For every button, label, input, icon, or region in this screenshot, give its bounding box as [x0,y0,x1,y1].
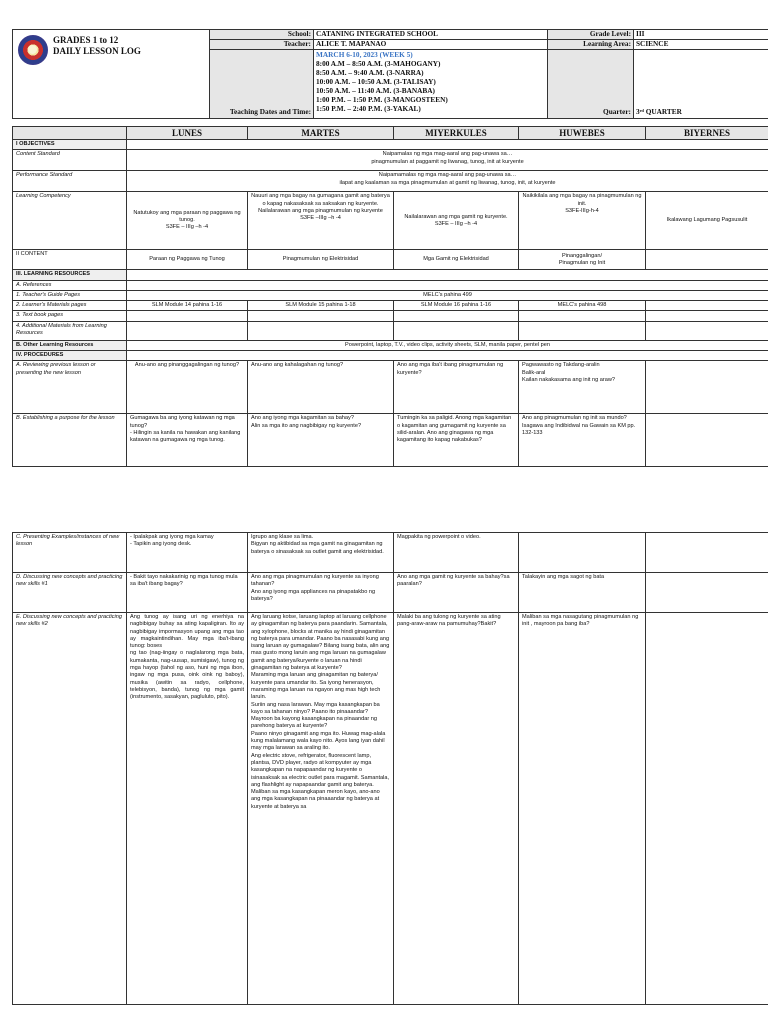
proc-a-cell: Ano ang mga iba't ibang pinagmumulan ng kuryente? [394,361,519,414]
proc-d-cell: - Bakit tayo nakakarinig ng mga tunog mula sa iba't ibang bagay? [127,573,248,613]
row-label-teachers-guide: 1. Teacher's Guide Pages [13,290,127,300]
content-cell: Pinanggalingan/ Pinagmulan ng Init [519,250,646,270]
quarter-value: 3ʳᵈ QUARTER [634,50,768,119]
header-table [12,29,768,119]
week-label: MARCH 6-10, 2023 (WEEK 5) [316,50,413,59]
row-label-proc-c: C. Presenting Examples/instances of new lesson [13,533,127,573]
day-header: MARTES [248,127,394,140]
section-procedures: IV. PROCEDURES [13,351,127,361]
day-header: BIYERNES [646,127,768,140]
content-cell [646,250,768,270]
proc-c-cell: Magpakita ng powerpoint o video. [394,533,519,573]
row-label-proc-d: D. Discussing new concepts and practicing new skills #1 [13,573,127,613]
content-cell: Mga Gamit ng Elektrisidad [394,250,519,270]
row-label-content-standard: Content Standard [13,150,127,171]
time-slot: 8:50 A.M. – 9:40 A.M. (3-NARRA) [316,68,424,77]
row-label-proc-b: B. Establishing a purpose for the lesson [13,414,127,467]
lm-cell: SLM Module 15 pahina 1-18 [248,301,394,311]
time-slot: 8:00 A.M – 8:50 A.M. (3-MAHOGANY) [316,59,441,68]
learning-area-label: Learning Area: [548,40,634,50]
proc-e-cell: Malaki ba ang tulong ng kuryente sa ating pang-araw-araw na pamumuhay?Bakit? [394,613,519,1005]
row-label-proc-a: A. Reviewing previous lesson or presenting the new lesson [13,361,127,414]
lc-cell: Naikikilala ang mga bagay na pinagmumulan ng init. S3FE-IIIg-h-4 [519,192,646,250]
row-label-learners-materials: 2. Learner's Materials pages [13,301,127,311]
proc-a-cell: Pagwawasto ng Takdang-aralin Balik-aral Kailan nakakasama ang init ng araw? [519,361,646,414]
lm-cell: MELC's pahina 498 [519,301,646,311]
teacher-label: Teacher: [210,40,314,50]
proc-d-cell: Talakayin ang mga sagot ng bata [519,573,646,613]
day-header: LUNES [127,127,248,140]
teachers-guide-value: MELC's pahina 499 [127,290,768,300]
lesson-log-table-page1 [12,126,768,467]
proc-e-cell: Ang laruang kotse, laruang laptop at laruang cellphone ay ginagamitan ng baterya para paandarin. Samantala, ang xylophone, blocks at manika ay hindi ginagamitan ng baterya para umandar. Paano ba nasasabi kung ang isang laruan ay gumagalaw? Bilang isang bata, alin ang mas gusto mong laruin ang mga laruan na gumagalaw gamit ang baterya/kuryente o laruan na hindi ginagamitan ng baterya at kuryente? Maraming mga laruan ang ginagamitan ng baterya/ kuryente para umandar ito. Sa iyong henerasyon, maraming mga laruan na ngayon ang mas high tech laruin. Suriin ang nasa larawan. May mga kasangkapan ba kayo sa tahanan ninyo? Paano ito pinaaandar? Mayroon ba kayong kasangkapan na pinaandar ng parehong baterya at kuryente? Paano ninyo ginagamit ang mga ito. Huwag mag-alala kung malalamang wala kayo nito. Ayos lang iyan dahil may mga larawan sa araling ito. Ang electric stove, refrigerator, fluorescent lamp, plantsa, DVD player, radyo at kompyuter ay mga kasangkapan na napapaandar ng kuryente o isinasaksak sa electric outlet para magamit. Samantala, ang flashlight ay napapaandar gamit ang baterya. Maliban sa mga kasangkapan meron kayo, ano-ano ang mga kasangkapan na pinaaandar ng baterya at kuryente at baterya sa [248,613,394,1005]
lm-cell: SLM Module 16 pahina 1-16 [394,301,519,311]
proc-e-cell: Maliban sa mga nasagutang pinagmumulan ng init , mayroon pa bang iba? [519,613,646,1005]
lm-cell [646,301,768,311]
row-label-performance-standard: Performance Standard [13,171,127,192]
section-objectives: I OBJECTIVES [13,140,127,150]
proc-a-cell [646,361,768,414]
content-standard-text: Naipamalas ng mga mag-aaral ang pag-unawa sa… pinagmumulan at paggamit ng liwanag, tunog, init at kuryente [127,150,768,171]
proc-c-cell [646,533,768,573]
proc-b-cell: Tumingin ka sa paligid. Anong mga kagamitan o kagamitan ang gumagamit ng kuryente sa silid-aralan. Ano ang ginagawa ng mga kagamitang ito kapag nakabukas? [394,414,519,467]
proc-c-cell [519,533,646,573]
section-content: II CONTENT [13,250,127,270]
proc-b-cell [646,414,768,467]
proc-b-cell: Ano ang iyong mga kagamitan sa bahay? Alin sa mga ito ang nagbibigay ng kuryente? [248,414,394,467]
proc-b-cell: Gumagawa ba ang iyong katawan ng mga tunog? - Hilingin sa kanila na hawakan ang kanilang katawan na gumagawa ng mga tunog. [127,414,248,467]
learning-area-value: SCIENCE [634,40,768,50]
school-value: CATANING INTEGRATED SCHOOL [314,30,548,40]
other-resources-value: Powerpoint, laptop, T.V., video clips, activity sheets, SLM, manila paper, pentel pen [127,340,768,350]
lc-cell: Nailalarawan ang mga gamit ng kuryente. S3FE – IIIg –h -4 [394,192,519,250]
corner-cell [13,127,127,140]
row-label-additional-materials: 4. Additional Materials from Learning Resources [13,321,127,340]
proc-b-cell: Ano ang pinagmumulan ng init sa mundo? Isagawa ang Indibidwal na Gawain sa KM pp. 132-133 [519,414,646,467]
lc-cell: Nauuri ang mga bagay na gumagana gamit ang baterya o kapag nakasaksak sa saksakan ng kuryente. Nailalarawan ang mga pinagmumulan ng kuryente S3FE –IIIg –h -4 [248,192,394,250]
header-logo-cell [13,30,210,119]
quarter-label: Quarter: [548,50,634,119]
proc-a-cell: Anu-ano ang pinanggagalingan ng tunog? [127,361,248,414]
header-title-line1: GRADES 1 to 12 [53,35,119,45]
proc-d-cell [646,573,768,613]
time-slot: 10:00 A.M. – 10:50 A.M. (3-TALISAY) [316,77,436,86]
lesson-log-table-page2 [12,532,768,1005]
proc-c-cell: - Ipalakpak ang iyong mga kamay - Tapikin ang iyong desk. [127,533,248,573]
content-cell: Pinagmumulan ng Elektrisidad [248,250,394,270]
day-header: HUWEBES [519,127,646,140]
school-label: School: [210,30,314,40]
section-learning-resources: III. LEARNING RESOURCES [13,270,127,280]
header-title-line2: DAILY LESSON LOG [53,46,141,56]
proc-a-cell: Anu-ano ang kahalagahan ng tunog? [248,361,394,414]
row-label-references: A. References [13,280,127,290]
teaching-dates-value [314,50,548,119]
grade-level-value: III [634,30,768,40]
proc-c-cell: Igrupo ang klase sa lima. Bigyan ng aktibidad sa mga gamit na ginagamitan ng baterya o sinasaksak sa outlet gamit ang elektrisidad. [248,533,394,573]
lm-cell: SLM Module 14 pahina 1-16 [127,301,248,311]
proc-d-cell: Ano ang mga gamit ng kuryente sa bahay?sa paaralan? [394,573,519,613]
teacher-value: ALICE T. MAPANAO [314,40,548,50]
time-slot: 1:00 P.M. – 1:50 P.M. (3-MANGOSTEEN) [316,95,448,104]
proc-d-cell: Ano ang mga pinagmumulan ng kuryente sa inyong tahanan? Ano ang iyong mga appliances na pinapatakbo ng baterya? [248,573,394,613]
performance-standard-text: Naipamamalas ng mga mag-aaral ang pag-unawa sa… ilapat ang kaalaman sa mga pinagmumulan at gamit ng liwanag, tunog, init, at kuryente [127,171,768,192]
proc-e-cell: Ang tunog ay isang uri ng enerhiya na nagbibigay buhay sa ating kapaligiran. Ito ay nagbibigay impormasyon upang ang mga tao ay magkaintindihan. May mga iba't-ibang tunog: boses ng tao (nag-iingay o naglalarong mga bata, kumakanta, nag-uusap, sumisigaw), tunog ng mga hayop (tahol ng aso, huni ng mga ibon, ingaw ng mga pusa, oink oink ng baboy), musika (awitin sa radyo, cellphone, telebisyon, banda), tunog ng mga gamit (instrumento, sasakyan, pagluluto, pito). [127,613,248,1005]
row-label-learning-competency: Learning Competency [13,192,127,250]
row-label-textbook: 3. Text book pages [13,311,127,321]
time-slot: 10:50 A.M. – 11:40 A.M. (3-BANABA) [316,86,435,95]
teaching-dates-label: Teaching Dates and Time: [210,50,314,119]
grade-level-label: Grade Level: [548,30,634,40]
lc-cell: Natutukoy ang mga paraan ng paggawa ng tunog. S3FE – IIIg –h -4 [127,192,248,250]
day-header: MIYERKULES [394,127,519,140]
row-label-proc-e: E. Discussing new concepts and practicing new skills #2 [13,613,127,1005]
section-other-resources: B. Other Learning Resources [13,340,127,350]
time-slot: 1:50 P.M. – 2:40 P.M. (3-YAKAL) [316,104,421,113]
content-cell: Paraan ng Paggawa ng Tunog [127,250,248,270]
proc-e-cell [646,613,768,1005]
deped-seal-icon [18,35,48,65]
lc-cell: Ikalawang Lagumang Pagsusulit [646,192,768,250]
